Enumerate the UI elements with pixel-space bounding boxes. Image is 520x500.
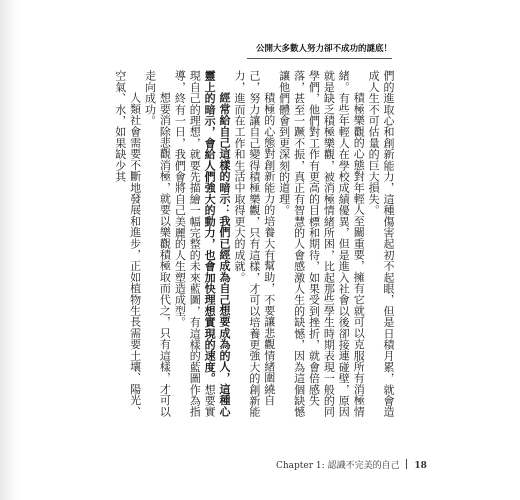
running-header: 公開大多數人努力卻不成功的謎底！ [255,44,392,54]
paragraph [171,70,231,422]
paragraph: 積極的心態對創新能力的培養大有幫助，不要讓悲觀情緒圍繞自己，努力讓自己變得積極樂觀，只有這樣，才可以培養更強大的創新能力，進而在工作和生活中取得更大的成就。 [232,70,276,418]
chapter-title: 認識不完美的自己 [327,461,400,471]
paragraph: 們的進取心和創新能力，這種傷害起初不起眼，但是日積月累，就會造成人生不可估量的巨大損失。 [367,70,395,418]
page-gutter-shadow [0,0,18,500]
paragraph-text: 想要實現自己的理想，就要先描繪一幅完整的未來藍圖，有這樣的藍圖作為指導，終有一日，我們會將自己美麗的人生塑造成型。 [173,70,217,418]
page-number: 18 [414,461,427,471]
footer-separator [406,459,407,469]
chapter-label: Chapter 1 [276,461,322,471]
paragraph: 積極樂觀的心態對年輕人至關重要，擁有它就可以克服所有消極情緒。有些年輕人在學校成績優異，但是進入社會以後卻接連碰壁，原因就是缺乏積極樂觀，被消極情緒所困，比起那些學生時期表現一般的同學們，他們對工作有更高的目標和期待，如果受到挫折，就會倍感失落，甚至一蹶不振，真正有智慧的人會感激人生的缺憾，因為這個缺憾讓他們體會到更深刻的道理。 [277,70,366,418]
paragraph: 人類社會需要不斷地發展和進步，正如植物生長需要土壤、陽光、空氣、水，如果缺少其 [113,70,142,417]
paragraph: 想要消除悲觀消極，就要以樂觀積極取而代之，只有這樣，才可以走向成功。 [143,70,172,417]
emphasis-text: 經常給自己這樣的暗示：我們已經成為自己想要成為的人，這種心靈上的暗示，會給人們強大的動力，也會加快理想實現的速度。 [203,70,232,417]
header-rule [247,58,392,59]
page-footer [276,458,427,471]
vertical-body-text [113,70,395,422]
chapter-colon: : [321,461,325,471]
